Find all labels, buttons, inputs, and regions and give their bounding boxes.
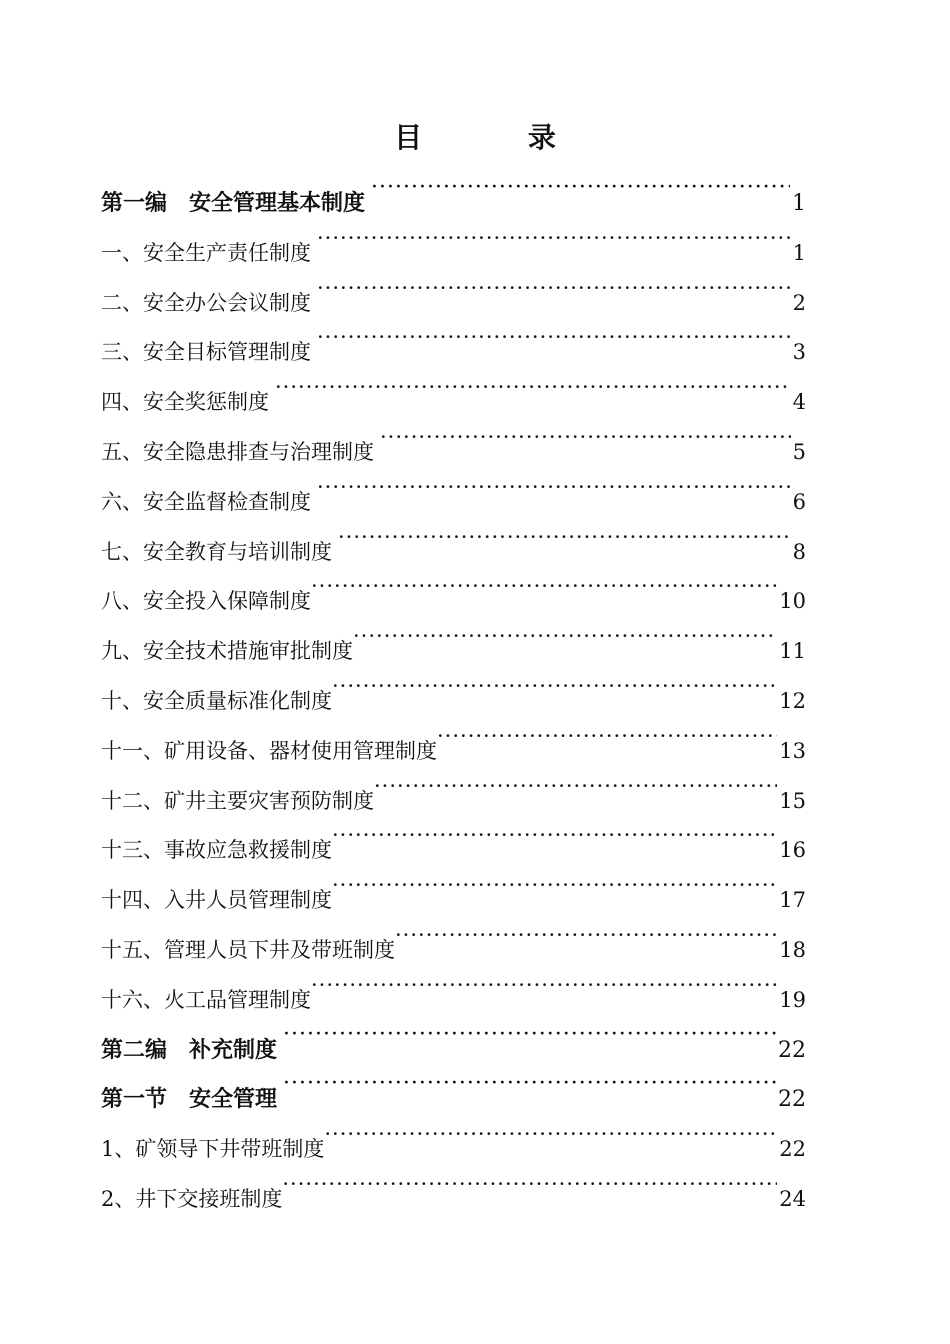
- toc-leader-dots: [283, 1062, 776, 1106]
- toc-entry-title: 四、安全奖惩制度: [101, 390, 269, 415]
- toc-entry-title: 十四、入井人员管理制度: [101, 888, 332, 913]
- toc-leader-dots: [437, 714, 777, 758]
- toc-entry-page: 17: [779, 888, 806, 913]
- toc-entry[interactable]: [101, 166, 806, 216]
- toc-leader-dots: [275, 365, 791, 409]
- toc-entry-page: 5: [792, 439, 806, 464]
- toc-entry-title: 2、井下交接班制度: [101, 1186, 283, 1211]
- toc-leader-dots: [332, 813, 777, 857]
- toc-entry-page: 22: [778, 1037, 806, 1063]
- toc-entry-page: 6: [792, 489, 806, 514]
- table-of-contents: [101, 166, 806, 1212]
- toc-entry-page: 18: [779, 937, 806, 962]
- toc-leader-dots: [311, 564, 777, 608]
- toc-leader-dots: [380, 415, 791, 459]
- toc-entry-page: 8: [792, 539, 806, 564]
- toc-leader-dots: [332, 664, 777, 708]
- toc-entry-title: 七、安全教育与培训制度: [101, 539, 332, 564]
- toc-entry-title: 十三、事故应急救援制度: [101, 838, 332, 863]
- toc-entry-page: 12: [779, 688, 806, 713]
- toc-leader-dots: [317, 216, 791, 260]
- toc-entry-page: 13: [779, 738, 806, 763]
- toc-leader-dots: [317, 266, 791, 310]
- toc-entry-title: 第一编 安全管理基本制度: [101, 190, 366, 216]
- toc-entry-page: 22: [778, 1087, 806, 1113]
- toc-entry-page: 22: [779, 1137, 806, 1162]
- toc-entry-page: 16: [779, 838, 806, 863]
- toc-entry-title: 二、安全办公会议制度: [101, 290, 311, 315]
- toc-leader-dots: [282, 1162, 777, 1206]
- page-title: 目 录: [394, 121, 604, 154]
- toc-entry-title: 五、安全隐患排查与治理制度: [101, 439, 374, 464]
- toc-entry-title: 九、安全技术措施审批制度: [101, 639, 353, 664]
- toc-entry-title: 八、安全投入保障制度: [101, 589, 311, 614]
- toc-entry-title: 十五、管理人员下井及带班制度: [101, 937, 395, 962]
- toc-entry-title: 一、安全生产责任制度: [101, 240, 311, 265]
- toc-entry-page: 15: [779, 788, 806, 813]
- toc-leader-dots: [395, 913, 777, 957]
- toc-entry-page: 3: [792, 340, 806, 365]
- toc-entry-page: 1: [792, 240, 806, 265]
- toc-entry-page: 1: [792, 191, 806, 216]
- toc-entry-page: 4: [792, 390, 806, 415]
- toc-entry-title: 三、安全目标管理制度: [101, 340, 311, 365]
- toc-leader-dots: [371, 166, 790, 210]
- toc-entry-page: 11: [779, 639, 806, 664]
- toc-entry-page: 10: [779, 589, 806, 614]
- toc-leader-dots: [353, 614, 777, 658]
- toc-entry-page: 2: [792, 290, 806, 315]
- toc-entry-title: 六、安全监督检查制度: [101, 489, 311, 514]
- toc-entry-title: 1、矿领导下井带班制度: [101, 1137, 325, 1162]
- toc-entry-page: 19: [779, 987, 806, 1012]
- toc-leader-dots: [338, 515, 791, 559]
- toc-leader-dots: [317, 465, 791, 509]
- toc-leader-dots: [374, 764, 777, 808]
- toc-leader-dots: [311, 963, 777, 1007]
- toc-entry-title: 十二、矿井主要灾害预防制度: [101, 788, 374, 813]
- toc-entry-title: 第一节 安全管理: [101, 1086, 278, 1113]
- toc-leader-dots: [283, 1013, 776, 1057]
- toc-entry-title: 十六、火工品管理制度: [101, 987, 311, 1012]
- toc-entry-page: 24: [779, 1186, 806, 1211]
- toc-leader-dots: [324, 1112, 777, 1156]
- toc-leader-dots: [317, 315, 791, 359]
- toc-entry-title: 十、安全质量标准化制度: [101, 688, 332, 713]
- toc-entry-title: 十一、矿用设备、器材使用管理制度: [101, 738, 437, 763]
- toc-leader-dots: [332, 863, 777, 907]
- toc-entry-title: 第二编 补充制度: [101, 1036, 278, 1063]
